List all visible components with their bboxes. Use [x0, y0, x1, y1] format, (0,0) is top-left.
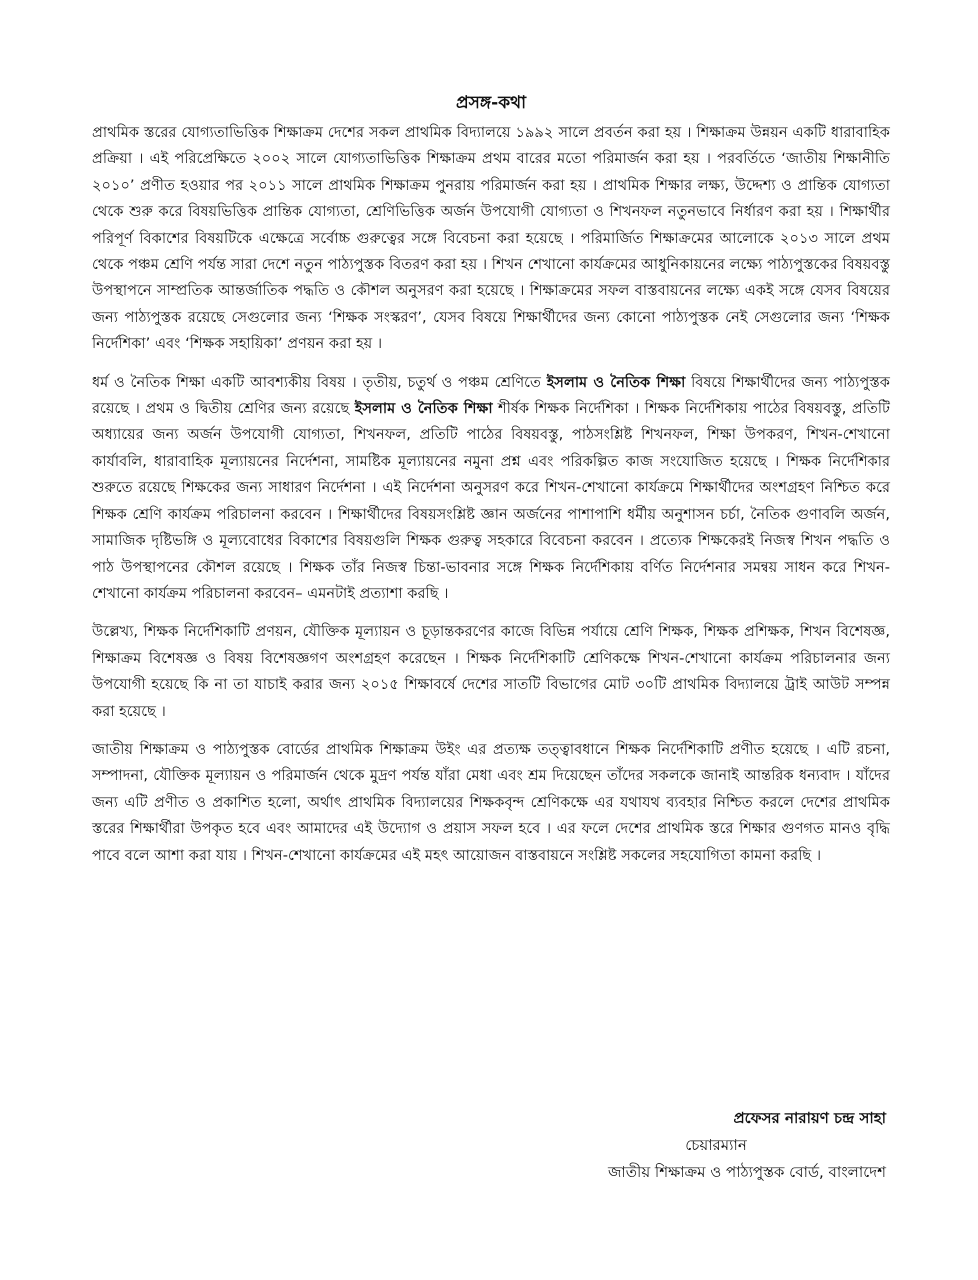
signatory-organization: জাতীয় শিক্ষাক্রম ও পাঠ্যপুস্তক বোর্ড, বাংলাদেশ: [608, 1163, 886, 1181]
paragraph-text: বিষয়ে শিক্ষার্থীদের জন্য পাঠ্যপুস্তক রয়েছে । প্রথম ও দ্বিতীয় শ্রেণির জন্য রয়েছে: [92, 373, 890, 418]
bold-subject-name: ইসলাম ও নৈতিক শিক্ষা: [354, 400, 493, 418]
paragraph: [92, 120, 890, 358]
bold-subject-name: ইসলাম ও নৈতিক শিক্ষা: [546, 373, 686, 391]
paragraph-text: জাতীয় শিক্ষাক্রম ও পাঠ্যপুস্তক বোর্ডের প্রাথমিক শিক্ষাক্রম উইং এর প্রত্যক্ষ তত্ত্বাবধানে শিক্ষক নির্দেশিকাটি প্রণীত হয়েছে । এটি রচনা, সম্পাদনা, যৌক্তিক মূল্যায়ন ও পরিমার্জন থেকে মুদ্রণ পর্যন্ত যাঁরা মেধা এবং শ্রম দিয়েছেন তাঁদের সকলকে জানাই আন্তরিক ধন্যবাদ । যাঁদের জন্য এটি প্রণীত ও প্রকাশিত হলো, অর্থাৎ প্রাথমিক বিদ্যালয়ের শিক্ষকবৃন্দ শ্রেণিকক্ষে এর যথাযথ ব্যবহার নিশ্চিত করলে দেশের প্রাথমিক স্তরের শিক্ষার্থীরা উপকৃত হবে এবং আমাদের এই উদ্যোগ ও প্রয়াস সফল হবে । এর ফলে দেশের প্রাথমিক স্তরে শিক্ষার গুণগত মানও বৃদ্ধি পাবে বলে আশা করা যায় । শিখন-শেখানো কার্যক্রমের এই মহৎ আয়োজন বাস্তবায়নে সংশ্লিষ্ট সকলের সহযোগিতা কামনা করছি ।: [92, 740, 890, 864]
paragraph-text: প্রাথমিক স্তরের যোগ্যতাভিত্তিক শিক্ষাক্রম দেশের সকল প্রাথমিক বিদ্যালয়ে ১৯৯২ সালে প্রবর্তন করা হয় । শিক্ষাক্রম উন্নয়ন একটি ধারাবাহিক প্রক্রিয়া । এই পরিপ্রেক্ষিতে ২০০২ সালে যোগ্যতাভিত্তিক শিক্ষাক্রম প্রথম বারের মতো পরিমার্জন করা হয় । পরবর্তিতে ‘জাতীয় শিক্ষানীতি ২০১০’ প্রণীত হওয়ার পর ২০১১ সালে প্রাথমিক শিক্ষাক্রম পুনরায় পরিমার্জন করা হয় । প্রাথমিক শিক্ষার লক্ষ্য, উদ্দেশ্য ও প্রান্তিক যোগ্যতা থেকে শুরু করে বিষয়ভিত্তিক প্রান্তিক যোগ্যতা, শ্রেণিভিত্তিক অর্জন উপযোগী যোগ্যতা ও শিখনফল নতুনভাবে নির্ধারণ করা হয় । শিক্ষার্থীর পরিপূর্ণ বিকাশের বিষয়টিকে এক্ষেত্রে সর্বোচ্চ গুরুত্বের সঙ্গে বিবেচনা করা হয়েছে । পরিমার্জিত শিক্ষাক্রমের আলোকে ২০১৩ সালে প্রথম থেকে পঞ্চম শ্রেণি পর্যন্ত সারা দেশে নতুন পাঠ্যপুস্তক বিতরণ করা হয় । শিখন শেখানো কার্যক্রমের আধুনিকায়নের লক্ষ্যে পাঠ্যপুস্তকের বিষয়বস্তু উপস্থাপনে সাম্প্রতিক আন্তর্জাতিক পদ্ধতি ও কৌশল অনুসরণ করা হয়েছে । শিক্ষাক্রমের সফল বাস্তবায়নের লক্ষ্যে একই সঙ্গে যেসব বিষয়ের জন্য পাঠ্যপুস্তক রয়েছে সেগুলোর জন্য ‘শিক্ষক সংস্করণ’, যেসব বিষয়ে শিক্ষার্থীদের জন্য কোনো পাঠ্যপুস্তক নেই সেগুলোর জন্য ‘শিক্ষক নির্দেশিকা’ এবং ‘শিক্ষক সহায়িকা’ প্রণয়ন করা হয় ।: [92, 124, 890, 353]
page-title: প্রসঙ্গ-কথা: [455, 93, 527, 113]
signatory-name: প্রফেসর নারায়ণ চন্দ্র সাহা: [733, 1109, 886, 1127]
paragraph: [92, 370, 890, 608]
paragraph-text: উল্লেখ্য, শিক্ষক নির্দেশিকাটি প্রণয়ন, যৌক্তিক মূল্যায়ন ও চূড়ান্তকরণের কাজে বিভিন্ন পর্যায়ে শ্রেণি শিক্ষক, শিক্ষক প্রশিক্ষক, শিখন বিশেষজ্ঞ, শিক্ষাক্রম বিশেষজ্ঞ ও বিষয় বিশেষজ্ঞগণ অংশগ্রহণ করেছেন । শিক্ষক নির্দেশিকাটি শ্রেণিকক্ষে শিখন-শেখানো কার্যক্রম পরিচালনার জন্য উপযোগী হয়েছে কি না তা যাচাই করার জন্য ২০১৫ শিক্ষাবর্ষে দেশের সাতটি বিভাগের মোট ৩০টি প্রাথমিক বিদ্যালয়ে ট্রাই আউট সম্পন্ন করা হয়েছে ।: [92, 623, 890, 720]
signatory-role: চেয়ারম্যান: [685, 1136, 747, 1154]
paragraph: [92, 737, 890, 869]
paragraph-text: ধর্ম ও নৈতিক শিক্ষা একটি আবশ্যকীয় বিষয় । তৃতীয়, চতুর্থ ও পঞ্চম শ্রেণিতে: [92, 373, 547, 391]
body-text: [92, 120, 890, 869]
paragraph-text: শীর্ষক শিক্ষক নির্দেশিকা । শিক্ষক নির্দেশিকায় পাঠের বিষয়বস্তু, প্রতিটি অধ্যায়ের জন্য অর্জন উপযোগী যোগ্যতা, শিখনফল, প্রতিটি পাঠের বিষয়বস্তু, পাঠসংশ্লিষ্ট শিখনফল, শিক্ষা উপকরণ, শিখন-শেখানো কার্যাবলি, ধারাবাহিক মূল্যায়নের নির্দেশনা, সামষ্টিক মূল্যায়নের নমুনা প্রশ্ন এবং পরিকল্পিত কাজ সংযোজিত হয়েছে । শিক্ষক নির্দেশিকার শুরুতে রয়েছে শিক্ষকের জন্য সাধারণ নির্দেশনা । এই নির্দেশনা অনুসরণ করে শিখন-শেখানো কার্যক্রমে শিক্ষার্থীদের অংশগ্রহণ নিশ্চিত করে শিক্ষক শ্রেণি কার্যক্রম পরিচালনা করবেন । শিক্ষার্থীদের বিষয়সংশ্লিষ্ট জ্ঞান অর্জনের পাশাপাশি ধর্মীয় অনুশাসন চর্চা, নৈতিক গুণাবলি অর্জন, সামাজিক দৃষ্টিভঙ্গি ও মূল্যবোধের বিকাশের বিষয়গুলি শিক্ষক গুরুত্ব সহকারে বিবেচনা করবেন । প্রত্যেক শিক্ষকেরই নিজস্ব শিখন পদ্ধতি ও পাঠ উপস্থাপনের কৌশল রয়েছে । শিক্ষক তাঁর নিজস্ব চিন্তা-ভাবনার সঙ্গে শিক্ষক নির্দেশিকায় বর্ণিত নির্দেশনার সমন্বয় সাধন করে শিখন-শেখানো কার্যক্রম পরিচালনা করবেন– এমনটাই প্রত্যাশা করছি ।: [92, 400, 890, 602]
paragraph: [92, 619, 890, 725]
signature-block: [546, 1105, 886, 1186]
